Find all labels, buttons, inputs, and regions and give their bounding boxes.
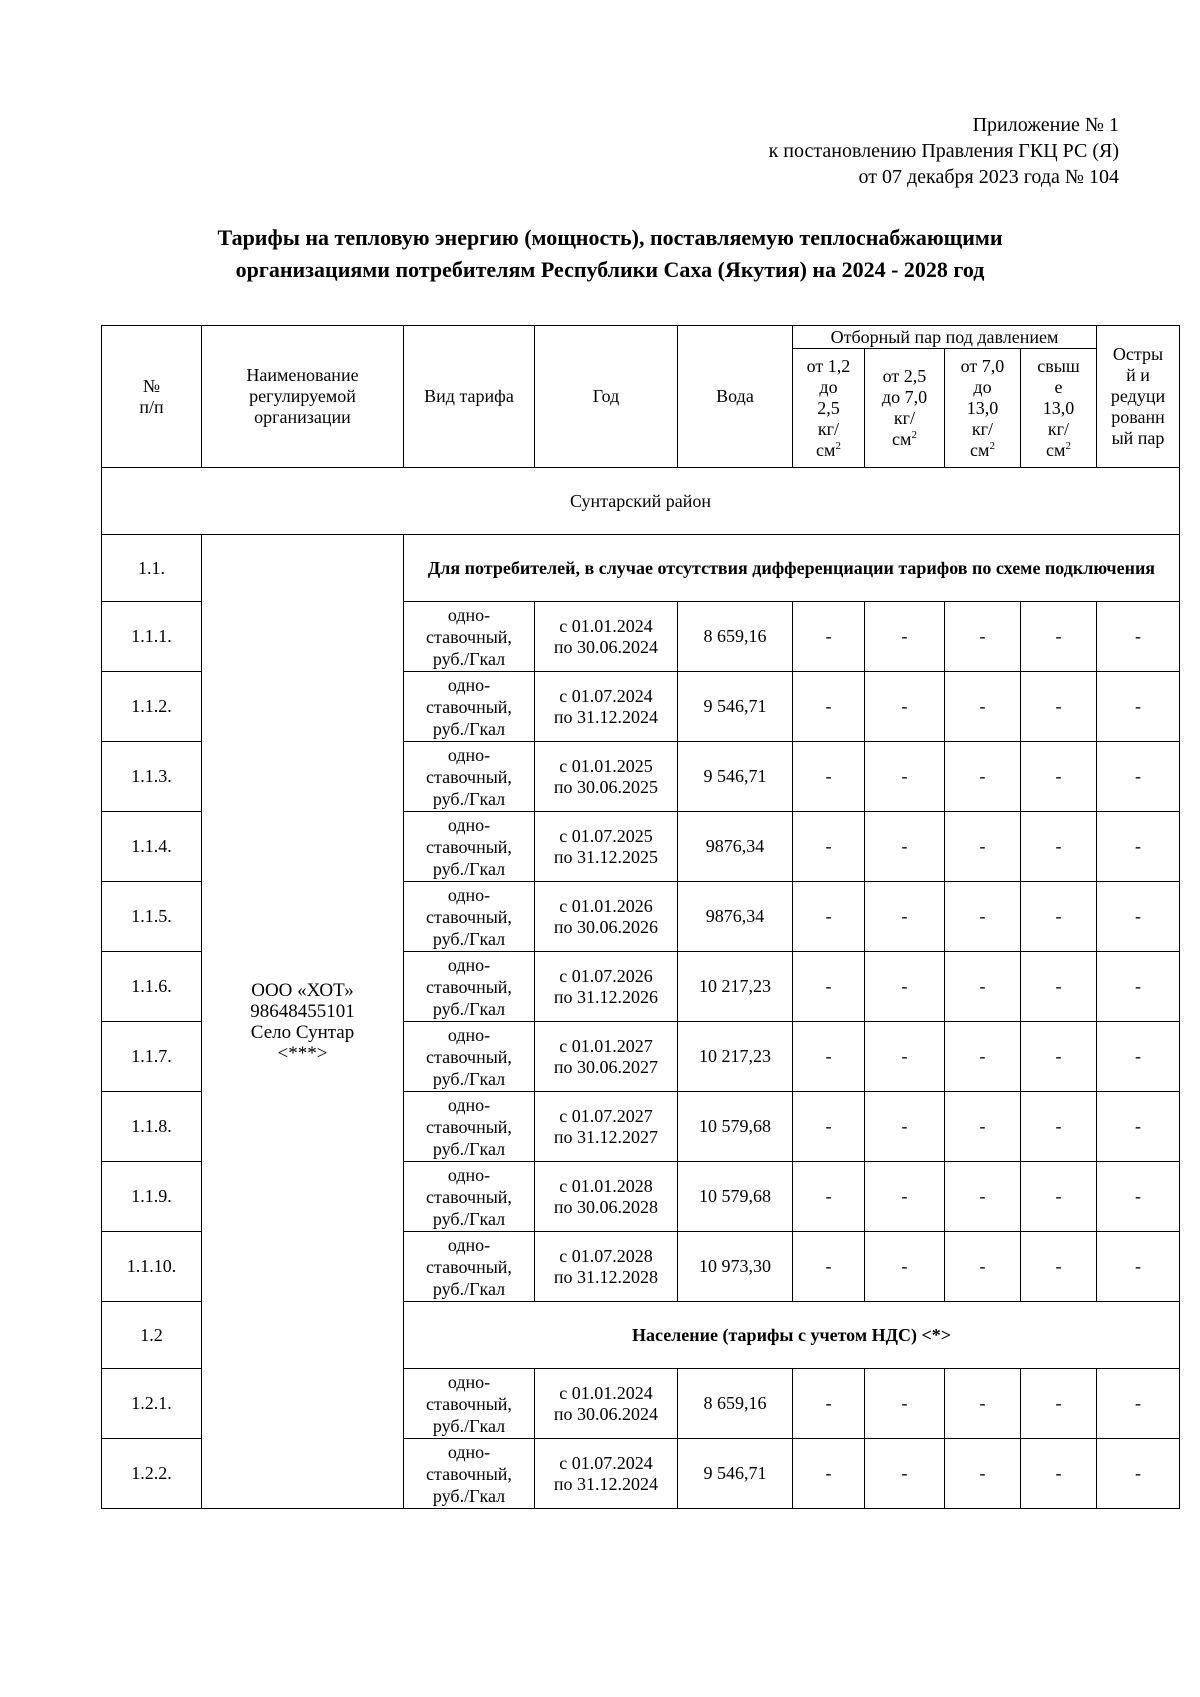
row-period: с 01.01.2027 по 30.06.2027 <box>535 1022 678 1092</box>
row-empty-value: - <box>1021 672 1097 742</box>
row-tariff-type: одно- ставочный, руб./Гкал <box>404 1022 535 1092</box>
title-line-1: Тарифы на тепловую энергию (мощность), поставляемую теплоснабжающими <box>217 225 1003 250</box>
row-period: с 01.07.2027 по 31.12.2027 <box>535 1092 678 1162</box>
row-empty-value: - <box>945 882 1021 952</box>
row-empty-value: - <box>793 1022 865 1092</box>
row-empty-value: - <box>793 1232 865 1302</box>
row-tariff-type: одно- ставочный, руб./Гкал <box>404 1369 535 1439</box>
row-number: 1.1.7. <box>102 1022 202 1092</box>
district-row <box>102 468 1180 535</box>
title-line-2: организациями потребителям Республики Саха (Якутия) на 2024 - 2028 год <box>235 257 985 282</box>
row-period: с 01.07.2026 по 31.12.2026 <box>535 952 678 1022</box>
header-pressure-2: от 2,5 до 7,0 кг/ $см^2$ <box>865 349 945 468</box>
row-period: с 01.07.2025 по 31.12.2025 <box>535 812 678 882</box>
row-empty-value: - <box>945 1162 1021 1232</box>
row-period: с 01.01.2025 по 30.06.2025 <box>535 742 678 812</box>
header-pressure-4: свыш е 13,0 кг/ $см^2$ <box>1021 349 1097 468</box>
row-empty-value: - <box>1097 602 1180 672</box>
row-empty-value: - <box>945 672 1021 742</box>
row-water-tariff: 10 217,23 <box>678 1022 793 1092</box>
row-empty-value: - <box>1021 1162 1097 1232</box>
row-empty-value: - <box>793 672 865 742</box>
row-number: 1.1.2. <box>102 672 202 742</box>
row-empty-value: - <box>793 742 865 812</box>
row-period: с 01.01.2026 по 30.06.2026 <box>535 882 678 952</box>
row-empty-value: - <box>793 952 865 1022</box>
row-empty-value: - <box>1021 1092 1097 1162</box>
row-water-tariff: 10 579,68 <box>678 1162 793 1232</box>
row-empty-value: - <box>1021 1439 1097 1509</box>
row-empty-value: - <box>865 812 945 882</box>
row-empty-value: - <box>865 742 945 812</box>
row-empty-value: - <box>945 1092 1021 1162</box>
row-tariff-type: одно- ставочный, руб./Гкал <box>404 602 535 672</box>
row-tariff-type: одно- ставочный, руб./Гкал <box>404 672 535 742</box>
row-tariff-type: одно- ставочный, руб./Гкал <box>404 1092 535 1162</box>
row-number: 1.1.10. <box>102 1232 202 1302</box>
row-water-tariff: 8 659,16 <box>678 1369 793 1439</box>
row-number: 1.2.2. <box>102 1439 202 1509</box>
row-water-tariff: 9 546,71 <box>678 672 793 742</box>
appendix-line-1: Приложение № 1 <box>972 114 1119 136</box>
header-live-steam: Остры й и редуци рованн ый пар <box>1097 326 1180 468</box>
header-organization: Наименование регулируемой организации <box>202 326 404 468</box>
row-empty-value: - <box>793 1162 865 1232</box>
row-empty-value: - <box>865 882 945 952</box>
header-year: Год <box>535 326 678 468</box>
row-tariff-type: одно- ставочный, руб./Гкал <box>404 742 535 812</box>
row-empty-value: - <box>865 672 945 742</box>
row-period: с 01.01.2024 по 30.06.2024 <box>535 1369 678 1439</box>
row-water-tariff: 10 973,30 <box>678 1232 793 1302</box>
appendix-line-3: от 07 декабря 2023 года № 104 <box>858 166 1119 188</box>
group-row-1 <box>102 535 1180 602</box>
row-water-tariff: 8 659,16 <box>678 602 793 672</box>
row-empty-value: - <box>793 1369 865 1439</box>
row-number: 1.1.6. <box>102 952 202 1022</box>
row-empty-value: - <box>1021 952 1097 1022</box>
row-empty-value: - <box>1097 1022 1180 1092</box>
row-empty-value: - <box>945 952 1021 1022</box>
row-number: 1.1.9. <box>102 1162 202 1232</box>
row-empty-value: - <box>1097 1092 1180 1162</box>
row-period: с 01.07.2024 по 31.12.2024 <box>535 672 678 742</box>
group-number: 1.2 <box>102 1302 202 1369</box>
row-tariff-type: одно- ставочный, руб./Гкал <box>404 1162 535 1232</box>
row-empty-value: - <box>865 602 945 672</box>
header-number: № п/п <box>102 326 202 468</box>
row-empty-value: - <box>1021 812 1097 882</box>
row-empty-value: - <box>1021 882 1097 952</box>
row-empty-value: - <box>793 602 865 672</box>
row-tariff-type: одно- ставочный, руб./Гкал <box>404 1439 535 1509</box>
row-empty-value: - <box>793 812 865 882</box>
row-empty-value: - <box>865 1022 945 1092</box>
header-pressure-3: от 7,0 до 13,0 кг/ $см^2$ <box>945 349 1021 468</box>
tariff-table <box>101 325 1180 1509</box>
row-period: с 01.07.2024 по 31.12.2024 <box>535 1439 678 1509</box>
row-empty-value: - <box>1021 602 1097 672</box>
header-pressure-1: от 1,2 до 2,5 кг/ $см^2$ <box>793 349 865 468</box>
appendix-line-2: к постановлению Правления ГКЦ РС (Я) <box>768 140 1119 162</box>
row-tariff-type: одно- ставочный, руб./Гкал <box>404 882 535 952</box>
row-number: 1.1.8. <box>102 1092 202 1162</box>
row-empty-value: - <box>1021 1369 1097 1439</box>
group-number: 1.1. <box>102 535 202 602</box>
header-tariff-type: Вид тарифа <box>404 326 535 468</box>
row-empty-value: - <box>1097 672 1180 742</box>
row-number: 1.2.1. <box>102 1369 202 1439</box>
row-empty-value: - <box>1097 1232 1180 1302</box>
row-empty-value: - <box>1021 742 1097 812</box>
row-tariff-type: одно- ставочный, руб./Гкал <box>404 1232 535 1302</box>
row-period: с 01.01.2028 по 30.06.2028 <box>535 1162 678 1232</box>
row-number: 1.1.3. <box>102 742 202 812</box>
row-water-tariff: 10 217,23 <box>678 952 793 1022</box>
row-water-tariff: 9876,34 <box>678 812 793 882</box>
row-water-tariff: 9 546,71 <box>678 1439 793 1509</box>
row-empty-value: - <box>1097 882 1180 952</box>
row-empty-value: - <box>945 1022 1021 1092</box>
row-empty-value: - <box>945 812 1021 882</box>
row-empty-value: - <box>945 602 1021 672</box>
row-empty-value: - <box>865 1162 945 1232</box>
row-empty-value: - <box>793 1092 865 1162</box>
row-empty-value: - <box>945 1369 1021 1439</box>
district-name: Сунтарский район <box>102 468 1180 535</box>
row-empty-value: - <box>865 1369 945 1439</box>
row-period: с 01.01.2024 по 30.06.2024 <box>535 602 678 672</box>
row-water-tariff: 9 546,71 <box>678 742 793 812</box>
header-steam-group: Отборный пар под давлением <box>793 326 1097 349</box>
group-label: Для потребителей, в случае отсутствия дифференциации тарифов по схеме подключения <box>404 535 1180 602</box>
row-tariff-type: одно- ставочный, руб./Гкал <box>404 812 535 882</box>
row-period: с 01.07.2028 по 31.12.2028 <box>535 1232 678 1302</box>
row-empty-value: - <box>793 1439 865 1509</box>
row-empty-value: - <box>793 882 865 952</box>
row-empty-value: - <box>865 1232 945 1302</box>
row-empty-value: - <box>865 952 945 1022</box>
header-row <box>102 326 1180 349</box>
row-empty-value: - <box>945 742 1021 812</box>
row-water-tariff: 10 579,68 <box>678 1092 793 1162</box>
organization-cell: ООО «ХОТ» 98648455101 Село Сунтар <***> <box>202 535 404 1509</box>
document-title <box>100 222 1120 286</box>
row-number: 1.1.4. <box>102 812 202 882</box>
row-empty-value: - <box>945 1232 1021 1302</box>
row-empty-value: - <box>1097 1369 1180 1439</box>
row-tariff-type: одно- ставочный, руб./Гкал <box>404 952 535 1022</box>
row-empty-value: - <box>1097 952 1180 1022</box>
row-empty-value: - <box>1097 1162 1180 1232</box>
group-label: Население (тарифы с учетом НДС) <*> <box>404 1302 1180 1369</box>
appendix-block <box>769 112 1119 190</box>
row-empty-value: - <box>1021 1022 1097 1092</box>
row-empty-value: - <box>865 1092 945 1162</box>
row-number: 1.1.1. <box>102 602 202 672</box>
row-water-tariff: 9876,34 <box>678 882 793 952</box>
row-number: 1.1.5. <box>102 882 202 952</box>
row-empty-value: - <box>1097 1439 1180 1509</box>
header-water: Вода <box>678 326 793 468</box>
row-empty-value: - <box>945 1439 1021 1509</box>
row-empty-value: - <box>1097 742 1180 812</box>
row-empty-value: - <box>1021 1232 1097 1302</box>
row-empty-value: - <box>1097 812 1180 882</box>
row-empty-value: - <box>865 1439 945 1509</box>
